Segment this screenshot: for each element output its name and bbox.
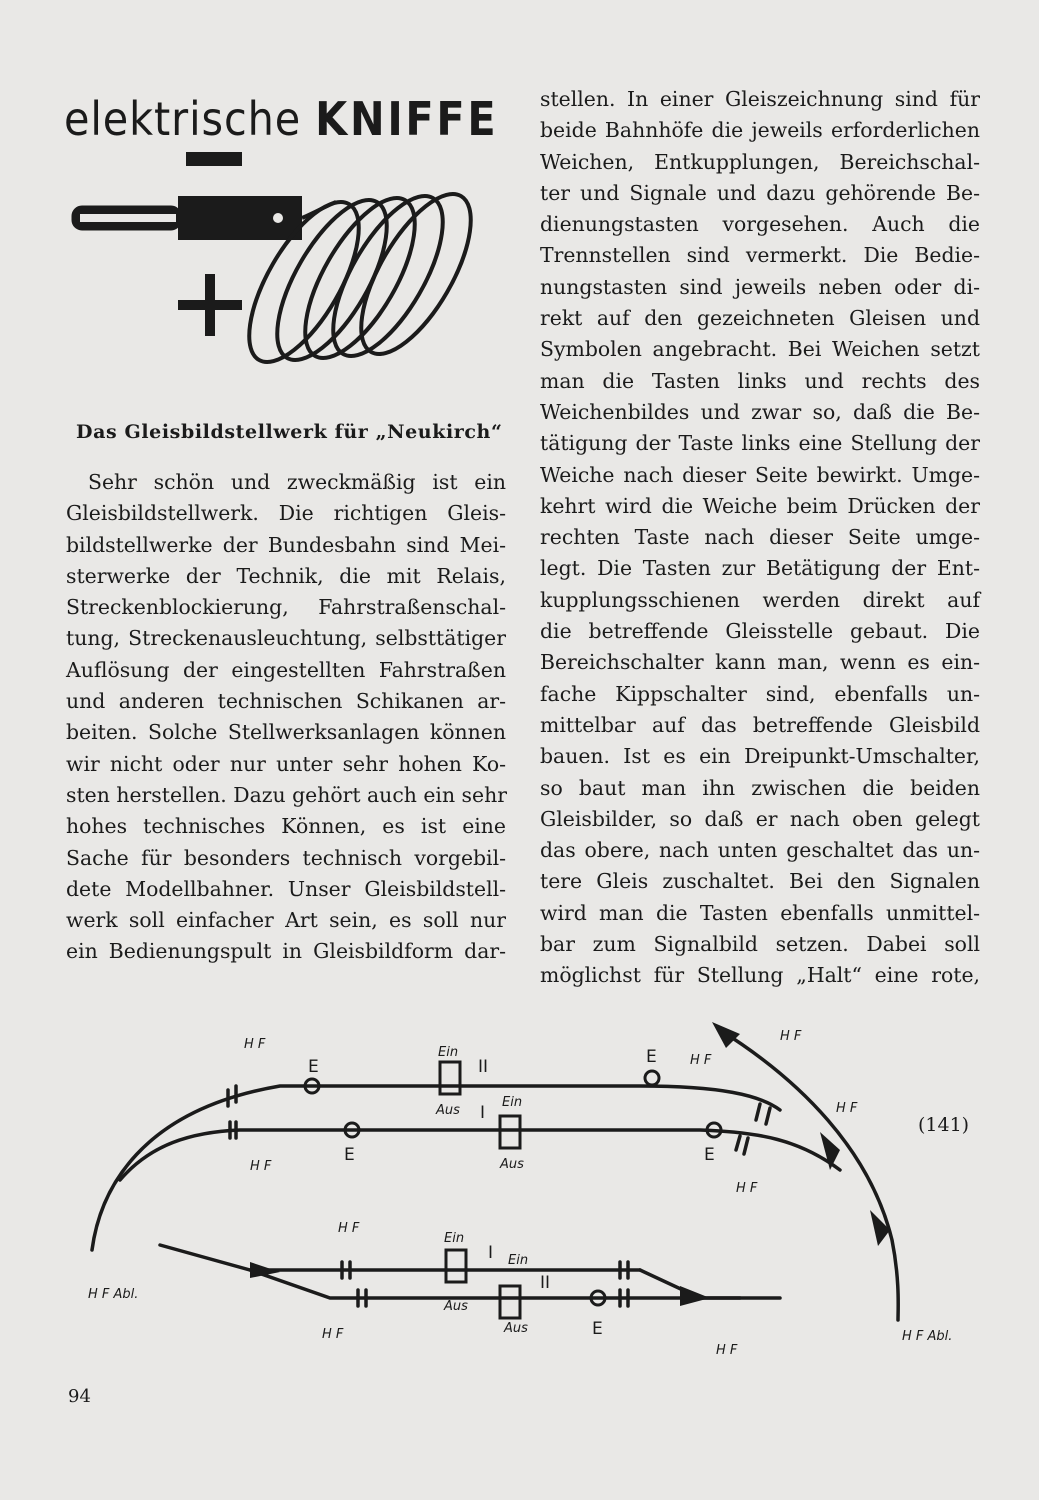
text-line: bauen. Ist es ein Dreipunkt-Umschalter, bbox=[540, 744, 980, 769]
text-line: ter und Signale und dazu gehörende Be- bbox=[540, 180, 980, 205]
text-line: nungstasten sind jeweils neben oder di- bbox=[540, 274, 980, 299]
label-e-1: E bbox=[308, 1057, 319, 1077]
right-text-column bbox=[540, 84, 980, 992]
text-line: tung, Streckenausleuchtung, selbsttätiger bbox=[66, 626, 506, 651]
lower-track-3 bbox=[640, 1270, 780, 1298]
title-light: elektrische bbox=[64, 92, 302, 146]
label-roman-2-lower: II bbox=[540, 1273, 551, 1293]
label-roman-2-upper: II bbox=[478, 1057, 489, 1077]
text-line: tätigung der Taste links eine Stellung der bbox=[540, 431, 980, 456]
text-line: so baut man ihn zwischen die beiden bbox=[540, 775, 980, 800]
label-hf-9: H F bbox=[716, 1343, 738, 1358]
text-line: werk soll einfacher Art sein, es soll nur bbox=[66, 908, 506, 933]
label-roman-1-upper: I bbox=[480, 1103, 486, 1123]
label-aus-1: Aus bbox=[436, 1103, 460, 1118]
label-hf-8: H F bbox=[322, 1327, 344, 1342]
text-line: Symbolen angebracht. Bei Weichen setzt bbox=[540, 337, 980, 362]
text-line: man die Tasten links und rechts des bbox=[540, 368, 980, 393]
text-line: sterwerke der Technik, die mit Relais, bbox=[66, 563, 506, 588]
text-line: das obere, nach unten geschaltet das un- bbox=[540, 838, 980, 863]
page-title bbox=[64, 92, 498, 146]
text-line: fache Kippschalter sind, ebenfalls un- bbox=[540, 681, 980, 706]
text-line: wird man die Tasten ebenfalls unmittel- bbox=[540, 900, 980, 925]
text-line: sten herstellen. Dazu gehört auch ein sehr bbox=[66, 782, 507, 807]
text-line: rekt auf den gezeichneten Gleisen und bbox=[540, 306, 980, 331]
label-hf-5: H F bbox=[836, 1101, 858, 1116]
label-hf-2: H F bbox=[250, 1159, 272, 1174]
label-roman-1-lower: I bbox=[488, 1243, 494, 1263]
text-line: Bereichschalter kann man, wenn es ein- bbox=[540, 650, 980, 675]
label-aus-2: Aus bbox=[500, 1157, 524, 1172]
text-line: Weichenbildes und zwar so, daß die Be- bbox=[540, 399, 980, 424]
text-line: tere Gleis zuschaltet. Bei den Signalen bbox=[540, 869, 980, 894]
label-hf-7: H F bbox=[338, 1221, 360, 1236]
text-line: Gleisbildstellwerk. Die richtigen Gleis- bbox=[66, 501, 506, 526]
label-e-3: E bbox=[646, 1047, 657, 1067]
text-line: hohes technisches Können, es ist eine bbox=[66, 814, 506, 839]
outer-curve bbox=[720, 1030, 898, 1320]
text-line: Sache für besonders technisch vorgebil- bbox=[66, 845, 506, 870]
label-e-5: E bbox=[592, 1319, 603, 1339]
text-line: kupplungsschienen werden direkt auf bbox=[540, 587, 980, 612]
track-diagram bbox=[80, 1020, 980, 1360]
label-ein-3: Ein bbox=[444, 1231, 465, 1246]
text-line: möglichst für Stellung „Halt“ eine rote, bbox=[540, 963, 980, 988]
text-line: bar zum Signalbild setzen. Dabei soll bbox=[540, 932, 980, 957]
text-line: wir nicht oder nur unter sehr hohen Ko- bbox=[66, 751, 506, 776]
text-line: und anderen technischen Schikanen ar- bbox=[66, 689, 506, 714]
text-line: mittelbar auf das betreffende Gleisbild bbox=[540, 712, 980, 737]
label-aus-3: Aus bbox=[444, 1299, 468, 1314]
text-line: Sehr schön und zweckmäßig ist ein bbox=[88, 470, 506, 494]
label-hf-6: H F bbox=[736, 1181, 758, 1196]
text-line: Auflösung der eingestellten Fahrstraßen bbox=[66, 657, 506, 682]
label-e-2: E bbox=[344, 1145, 355, 1165]
figure-number: (141) bbox=[918, 1114, 970, 1136]
plug-body bbox=[178, 196, 302, 240]
text-line: dienungstasten vorgesehen. Auch die bbox=[540, 212, 980, 237]
text-line: ein Bedienungspult in Gleisbildform dar- bbox=[66, 939, 506, 964]
lower-track-1 bbox=[160, 1245, 640, 1270]
text-line: die betreffende Gleisstelle gebaut. Die bbox=[540, 619, 980, 644]
plus-vertical bbox=[205, 274, 215, 336]
upper-track-2 bbox=[120, 1130, 840, 1180]
label-hf-abl-2: H F Abl. bbox=[902, 1329, 953, 1344]
label-hf-3: H F bbox=[690, 1053, 712, 1068]
text-line: Weiche nach dieser Seite bewirkt. Umge- bbox=[540, 462, 980, 487]
label-aus-4: Aus bbox=[504, 1321, 528, 1336]
text-line: legt. Die Tasten zur Betätigung der Ent- bbox=[540, 556, 980, 581]
label-ein-1: Ein bbox=[438, 1045, 459, 1060]
page-number: 94 bbox=[68, 1386, 91, 1407]
section-subtitle: Das Gleisbildstellwerk für „Neukirch“ bbox=[76, 421, 503, 443]
text-line: Streckenblockierung, Fahrstraßenschal- bbox=[66, 595, 506, 620]
coil-logo bbox=[66, 152, 506, 392]
text-line: Gleisbilder, so daß er nach oben gelegt bbox=[540, 806, 980, 831]
label-e-4: E bbox=[704, 1145, 715, 1165]
label-hf-4: H F bbox=[780, 1029, 802, 1044]
title-bold: KNIFFE bbox=[315, 92, 499, 146]
label-ein-2: Ein bbox=[502, 1095, 523, 1110]
text-line: Weichen, Entkupplungen, Bereichschal- bbox=[540, 149, 980, 174]
label-ein-4: Ein bbox=[508, 1253, 529, 1268]
label-hf-1: H F bbox=[244, 1037, 266, 1052]
text-line: Trennstellen sind vermerkt. Die Bedie- bbox=[540, 243, 980, 268]
text-line: dete Modellbahner. Unser Gleisbildstell- bbox=[66, 876, 506, 901]
text-line: beiten. Solche Stellwerksanlagen können bbox=[66, 720, 506, 745]
minus-bar bbox=[186, 152, 242, 166]
text-line: bildstellwerke der Bundesbahn sind Mei- bbox=[66, 532, 506, 557]
text-line: stellen. In einer Gleiszeichnung sind für bbox=[540, 87, 980, 111]
text-line: beide Bahnhöfe die jeweils erforderlichen bbox=[540, 118, 980, 143]
text-line: kehrt wird die Weiche beim Drücken der bbox=[540, 493, 980, 518]
left-text-column bbox=[66, 467, 506, 968]
text-line: rechten Taste nach dieser Seite umge- bbox=[540, 525, 980, 550]
label-hf-abl-1: H F Abl. bbox=[88, 1287, 139, 1302]
